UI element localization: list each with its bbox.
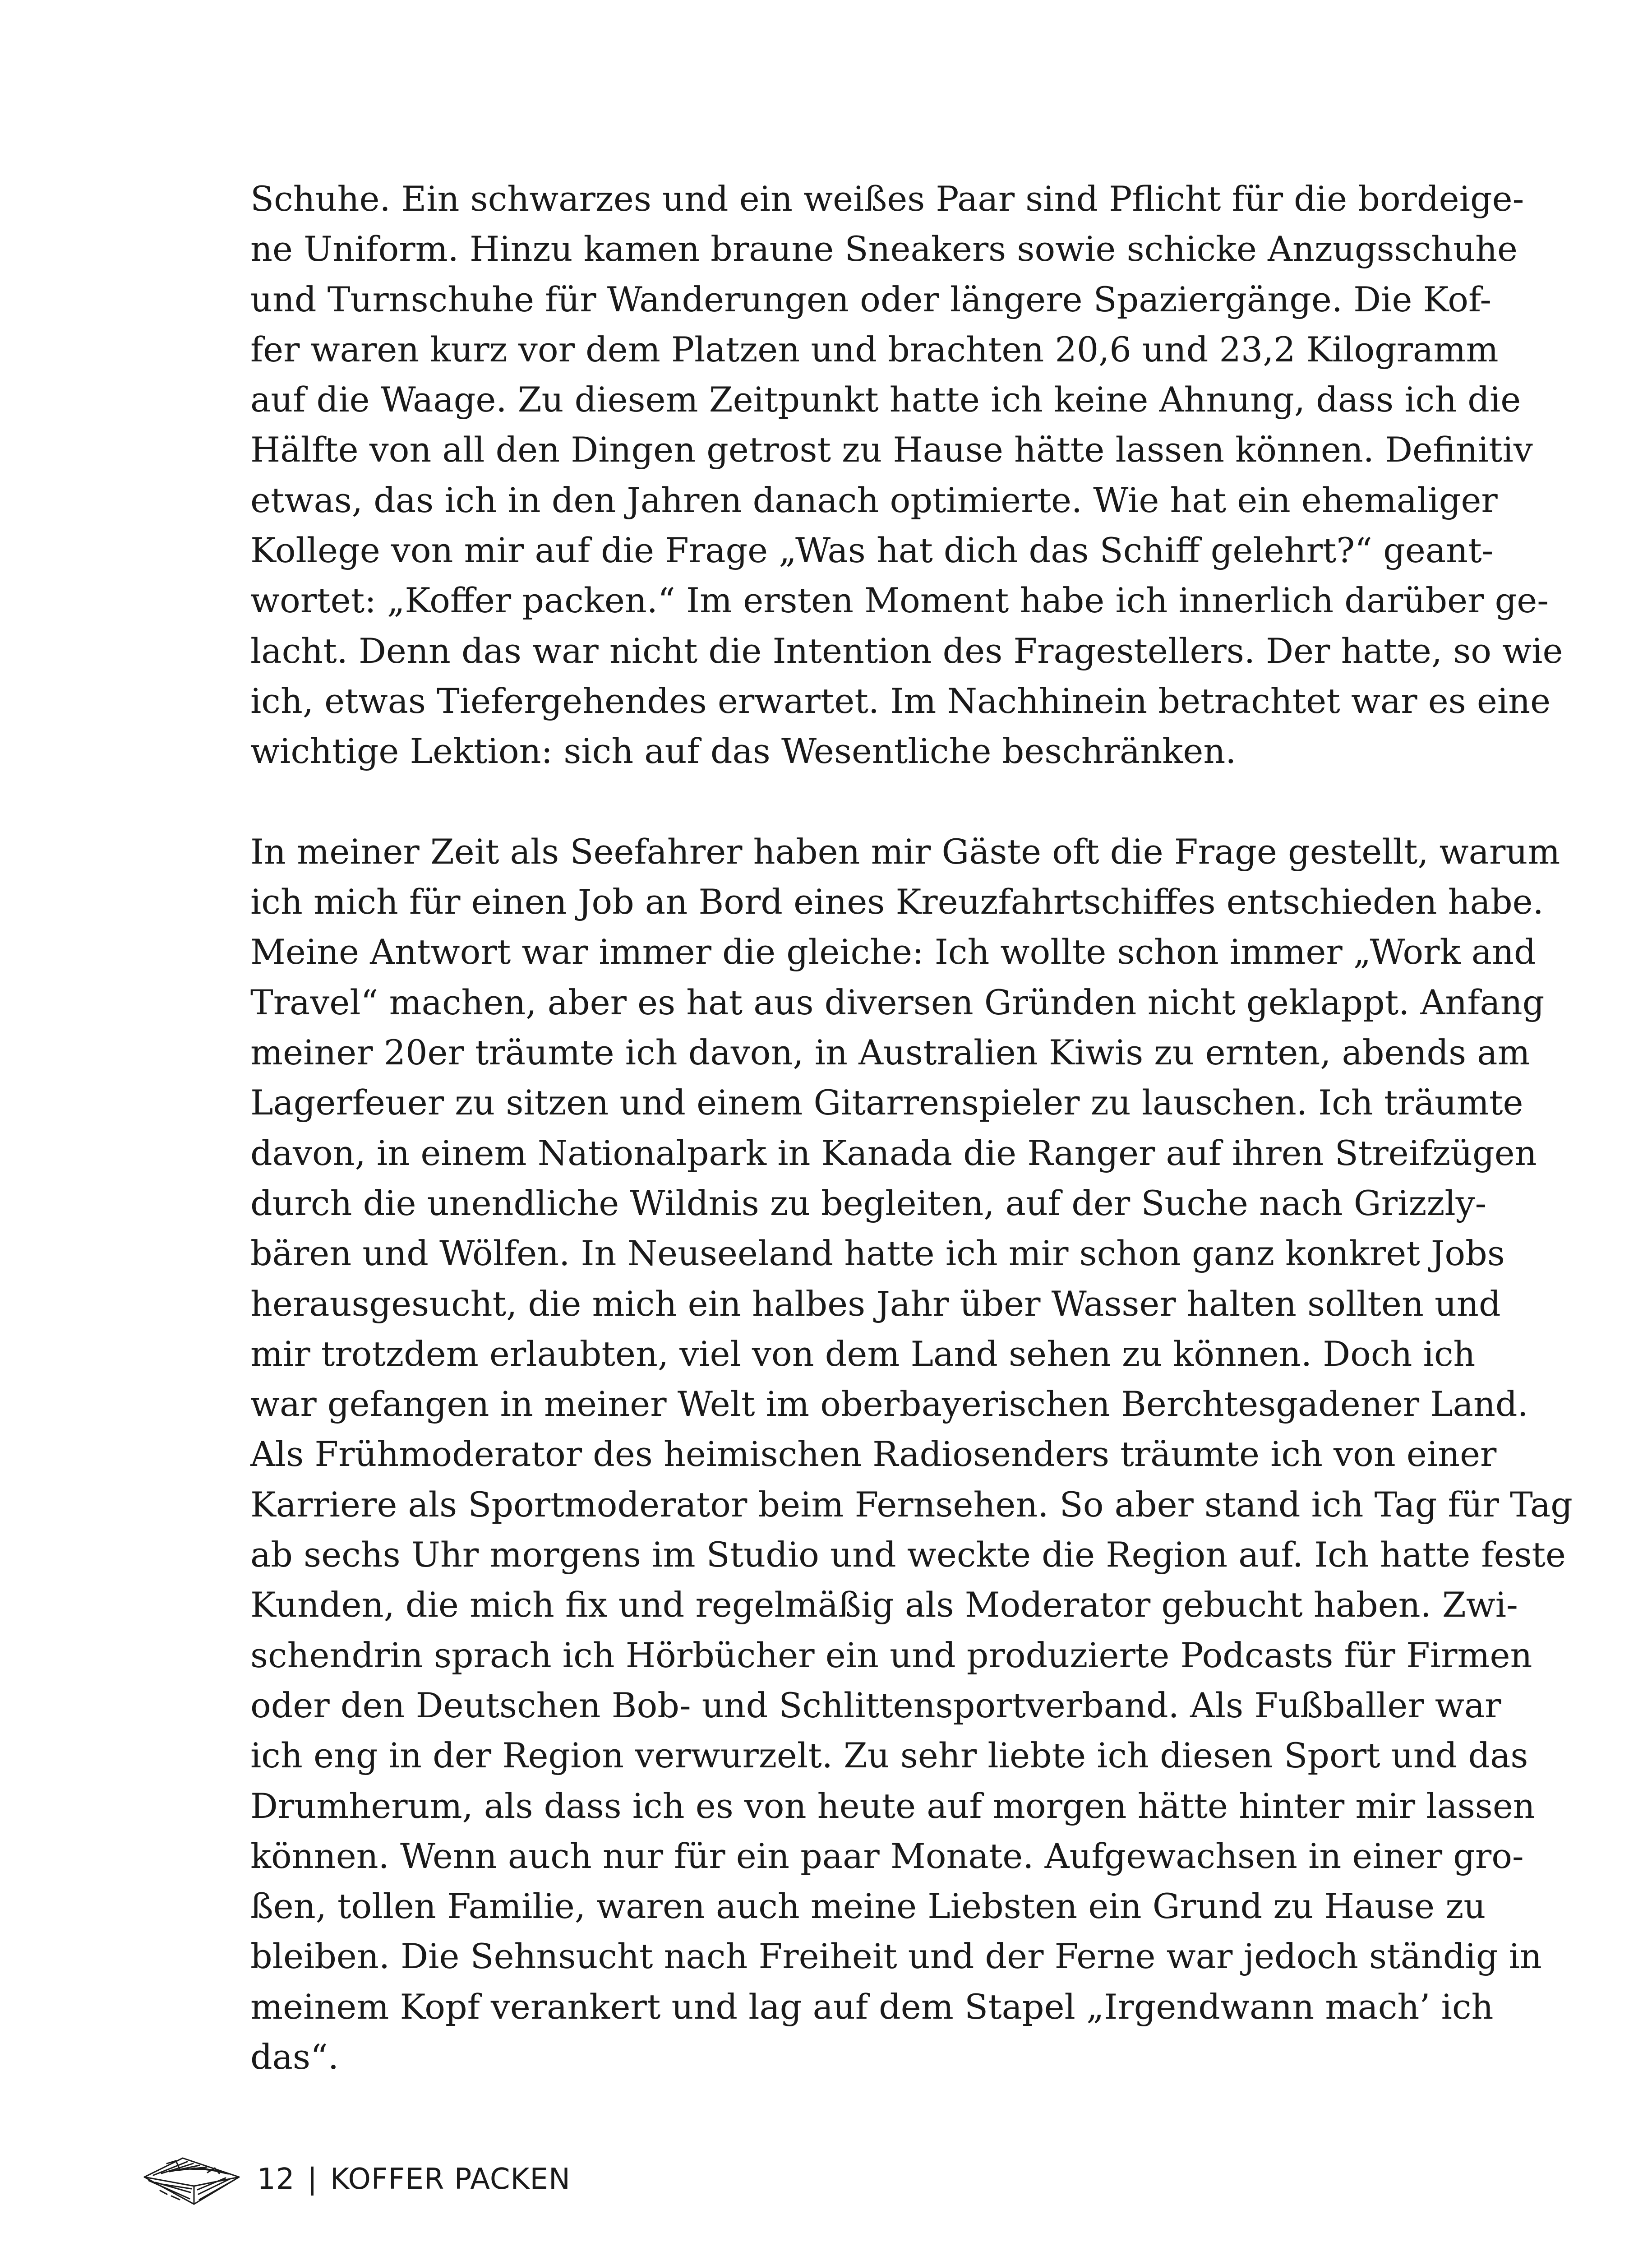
- text-line: fer waren kurz vor dem Platzen und brachten 20,6 und 23,2 Kilogramm: [250, 329, 1499, 370]
- text-line: wortet: „Koffer packen.“ Im ersten Moment habe ich innerlich darüber ge-: [250, 580, 1549, 621]
- text-line: ich, etwas Tiefergehendes erwartet. Im Nachhinein betrachtet war es eine: [250, 680, 1551, 721]
- footer-text: [257, 2163, 571, 2196]
- text-line: Meine Antwort war immer die gleiche: Ich wollte schon immer „Work and: [250, 932, 1536, 972]
- footer-separator: |: [307, 2163, 318, 2196]
- text-line: ab sechs Uhr morgens im Studio und weckte die Region auf. Ich hatte feste: [250, 1535, 1566, 1575]
- page-body: [250, 174, 1573, 2082]
- paragraph: [250, 174, 1563, 777]
- text-line: und Turnschuhe für Wanderungen oder längere Spaziergänge. Die Kof-: [250, 279, 1492, 319]
- text-line: Travel“ machen, aber es hat aus diversen Gründen nicht geklappt. Anfang: [250, 982, 1545, 1022]
- page-number: 12: [257, 2163, 295, 2196]
- text-line: davon, in einem Nationalpark in Kanada die Ranger auf ihren Streifzügen: [250, 1133, 1537, 1173]
- page-footer: [140, 2141, 571, 2218]
- text-line: auf die Waage. Zu diesem Zeitpunkt hatte ich keine Ahnung, dass ich die: [250, 379, 1521, 420]
- text-line: ich eng in der Region verwurzelt. Zu sehr liebte ich diesen Sport und das: [250, 1735, 1528, 1776]
- text-line: etwas, das ich in den Jahren danach optimierte. Wie hat ein ehemaliger: [250, 480, 1498, 520]
- text-line: das“.: [250, 2036, 339, 2077]
- text-line: ne Uniform. Hinzu kamen braune Sneakers sowie schicke Anzugsschuhe: [250, 229, 1518, 269]
- text-line: Karriere als Sportmoderator beim Fernsehen. So aber stand ich Tag für Tag: [250, 1484, 1573, 1525]
- text-line: können. Wenn auch nur für ein paar Monate. Aufgewachsen in einer gro-: [250, 1835, 1524, 1876]
- text-line: Lagerfeuer zu sitzen und einem Gitarrenspieler zu lauschen. Ich träumte: [250, 1082, 1523, 1123]
- text-line: Kollege von mir auf die Frage „Was hat dich das Schiff gelehrt?“ geant-: [250, 530, 1494, 571]
- text-line: Schuhe. Ein schwarzes und ein weißes Paar sind Pflicht für die bordeige-: [250, 179, 1524, 219]
- ship-sketch-icon: [140, 2145, 244, 2213]
- text-line: Kunden, die mich fix und regelmäßig als Moderator gebucht haben. Zwi-: [250, 1585, 1518, 1625]
- text-line: bären und Wölfen. In Neuseeland hatte ich mir schon ganz konkret Jobs: [250, 1233, 1505, 1274]
- text-line: lacht. Denn das war nicht die Intention des Fragestellers. Der hatte, so wie: [250, 630, 1563, 671]
- text-line: mir trotzdem erlaubten, viel von dem Land sehen zu können. Doch ich: [250, 1333, 1476, 1374]
- text-line: meinem Kopf verankert und lag auf dem Stapel „Irgendwann mach’ ich: [250, 1986, 1494, 2027]
- text-line: ßen, tollen Familie, waren auch meine Liebsten ein Grund zu Hause zu: [250, 1886, 1486, 1927]
- text-line: herausgesucht, die mich ein halbes Jahr über Wasser halten sollten und: [250, 1283, 1501, 1324]
- text-line: Hälfte von all den Dingen getrost zu Hause hätte lassen können. Definitiv: [250, 430, 1533, 470]
- text-line: Drumherum, als dass ich es von heute auf morgen hätte hinter mir lassen: [250, 1785, 1535, 1826]
- text-line: bleiben. Die Sehnsucht nach Freiheit und der Ferne war jedoch ständig in: [250, 1936, 1542, 1977]
- text-line: Als Frühmoderator des heimischen Radiosenders träumte ich von einer: [250, 1434, 1497, 1475]
- text-line: schendrin sprach ich Hörbücher ein und produzierte Podcasts für Firmen: [250, 1635, 1532, 1675]
- text-line: ich mich für einen Job an Bord eines Kreuzfahrtschiffes entschieden habe.: [250, 882, 1544, 922]
- text-line: war gefangen in meiner Welt im oberbayerischen Berchtesgadener Land.: [250, 1384, 1528, 1424]
- text-line: In meiner Zeit als Seefahrer haben mir Gäste oft die Frage gestellt, warum: [250, 831, 1560, 872]
- text-line: wichtige Lektion: sich auf das Wesentliche beschränken.: [250, 731, 1237, 772]
- text-line: oder den Deutschen Bob- und Schlittensportverband. Als Fußballer war: [250, 1685, 1501, 1725]
- paragraph: [250, 827, 1573, 2082]
- text-line: durch die unendliche Wildnis zu begleiten, auf der Suche nach Grizzly-: [250, 1183, 1487, 1223]
- text-line: meiner 20er träumte ich davon, in Australien Kiwis zu ernten, abends am: [250, 1032, 1530, 1073]
- chapter-title: KOFFER PACKEN: [330, 2163, 571, 2196]
